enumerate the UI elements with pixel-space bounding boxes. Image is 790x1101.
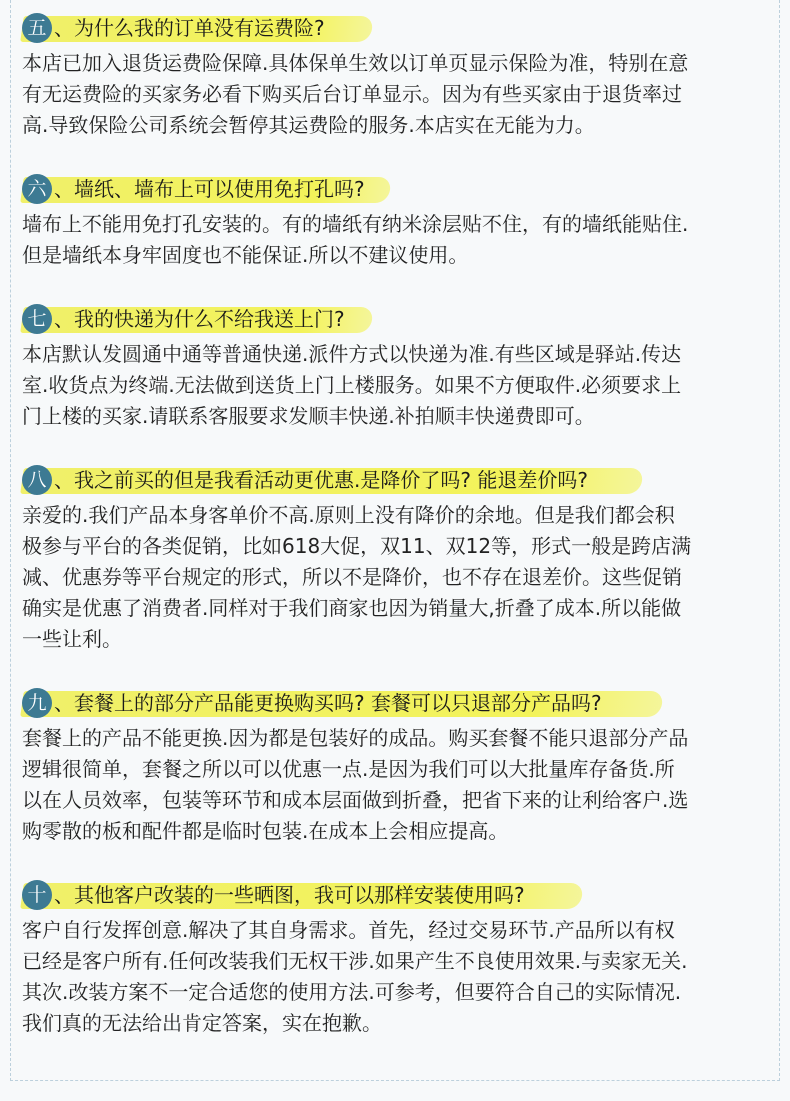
answer-line: 室.收货点为终端.无法做到送货上门上楼服务。如果不方便取件.必须要求上 bbox=[22, 373, 682, 397]
faq-list bbox=[22, 10, 774, 1069]
faq-section bbox=[22, 877, 774, 1039]
faq-heading bbox=[22, 877, 774, 913]
faq-section bbox=[22, 10, 774, 141]
faq-heading bbox=[22, 685, 774, 721]
faq-section bbox=[22, 685, 774, 847]
faq-heading bbox=[22, 171, 774, 207]
answer-line: 逻辑很简单，套餐之所以可以优惠一点.是因为我们可以大批量库存备货.所 bbox=[22, 757, 675, 781]
question-title: 、其他客户改装的一些晒图，我可以那样安装使用吗? bbox=[54, 883, 525, 907]
faq-heading bbox=[22, 462, 774, 498]
number-badge: 八 bbox=[22, 465, 52, 495]
answer-line: 我们真的无法给出肯定答案，实在抱歉。 bbox=[22, 1011, 382, 1035]
faq-section bbox=[22, 301, 774, 432]
answer-line: 有无运费险的买家务必看下购买后台订单显示。因为有些买家由于退货率过 bbox=[22, 82, 682, 106]
faq-heading bbox=[22, 10, 774, 46]
answer-line: 客户自行发挥创意.解决了其自身需求。首先，经过交易环节.产品所以有权 bbox=[22, 918, 675, 942]
answer-line: 高.导致保险公司系统会暂停其运费险的服务.本店实在无能为力。 bbox=[22, 113, 595, 137]
answer-line: 购零散的板和配件都是临时包装.在成本上会相应提高。 bbox=[22, 819, 509, 843]
question-title: 、我之前买的但是我看活动更优惠.是降价了吗? 能退差价吗? bbox=[54, 468, 588, 492]
faq-heading bbox=[22, 301, 774, 337]
answer-line: 墙布上不能用免打孔安装的。有的墙纸有纳米涂层贴不住，有的墙纸能贴住. bbox=[22, 212, 689, 236]
number-badge: 九 bbox=[22, 688, 52, 718]
question-title: 、我的快递为什么不给我送上门? bbox=[54, 307, 345, 331]
answer-text bbox=[22, 48, 774, 141]
number-badge: 六 bbox=[22, 174, 52, 204]
answer-text bbox=[22, 209, 774, 271]
answer-line: 门上楼的买家.请联系客服要求发顺丰快递.补拍顺丰快递费即可。 bbox=[22, 404, 595, 428]
faq-section bbox=[22, 171, 774, 271]
answer-line: 其次.改装方案不一定合适您的使用方法.可参考，但要符合自己的实际情况. bbox=[22, 980, 682, 1004]
number-badge: 五 bbox=[22, 13, 52, 43]
number-badge: 七 bbox=[22, 304, 52, 334]
answer-line: 确实是优惠了消费者.同样对于我们商家也因为销量大,折叠了成本.所以能做 bbox=[22, 596, 682, 620]
answer-line: 本店默认发圆通中通等普通快递.派件方式以快递为准.有些区域是驿站.传达 bbox=[22, 342, 682, 366]
answer-line: 以在人员效率，包装等环节和成本层面做到折叠，把省下来的让利给客户.选 bbox=[22, 788, 689, 812]
question-title: 、为什么我的订单没有运费险? bbox=[54, 16, 325, 40]
answer-text bbox=[22, 500, 774, 655]
question-title: 、套餐上的部分产品能更换购买吗? 套餐可以只退部分产品吗? bbox=[54, 691, 602, 715]
question-title: 、墙纸、墙布上可以使用免打孔吗? bbox=[54, 177, 365, 201]
faq-section bbox=[22, 462, 774, 655]
answer-line: 极参与平台的各类促销，比如618大促，双11、双12等，形式一般是跨店满 bbox=[22, 534, 692, 558]
answer-line: 套餐上的产品不能更换.因为都是包装好的成品。购买套餐不能只退部分产品 bbox=[22, 726, 689, 750]
answer-line: 但是墙纸本身牢固度也不能保证.所以不建议使用。 bbox=[22, 243, 469, 267]
answer-line: 亲爱的.我们产品本身客单价不高.原则上没有降价的余地。但是我们都会积 bbox=[22, 503, 675, 527]
answer-text bbox=[22, 339, 774, 432]
answer-text bbox=[22, 723, 774, 847]
answer-line: 一些让利。 bbox=[22, 627, 122, 651]
answer-text bbox=[22, 915, 774, 1039]
number-badge: 十 bbox=[22, 880, 52, 910]
answer-line: 已经是客户所有.任何改装我们无权干涉.如果产生不良使用效果.与卖家无关. bbox=[22, 949, 688, 973]
answer-line: 减、优惠券等平台规定的形式，所以不是降价，也不存在退差价。这些促销 bbox=[22, 565, 682, 589]
answer-line: 本店已加入退货运费险保障.具体保单生效以订单页显示保险为准，特别在意 bbox=[22, 51, 689, 75]
